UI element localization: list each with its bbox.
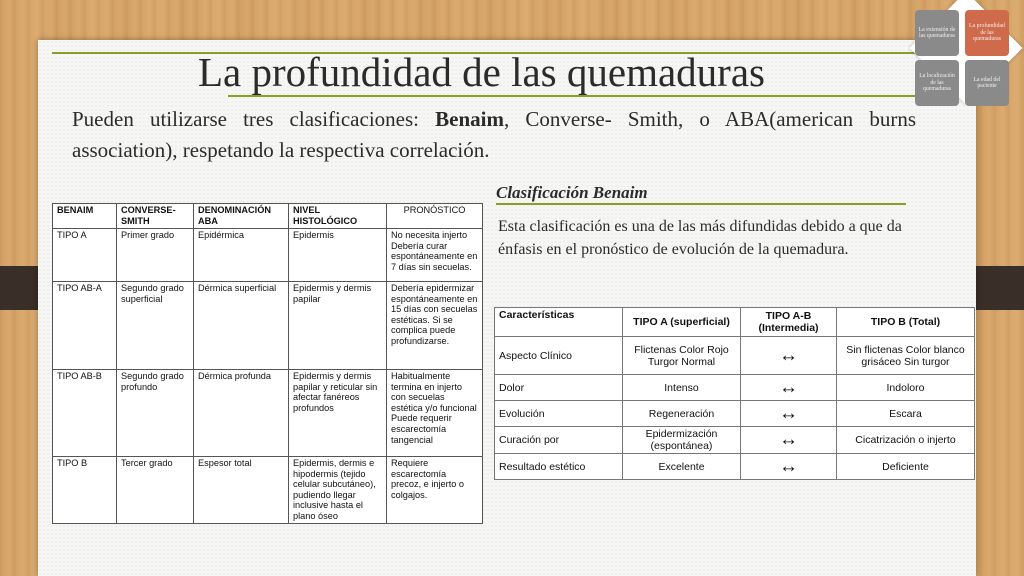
table-cell: Epidermis y dermis papilar y reticular sin afectar fanéreos profundos [289,370,387,457]
table-cell: Epidérmica [194,229,289,282]
table-cell: Aspecto Clínico [495,337,623,375]
table-cell: Resultado estético [495,454,623,480]
table-cell: Flictenas Color Rojo Turgor Normal [623,337,741,375]
table-cell: Cicatrización o injerto [837,427,975,454]
bidirectional-arrow-icon: ↔ [741,375,837,401]
classification-table [52,203,483,524]
intro-paragraph [72,104,916,166]
table-cell: Segundo grado profundo [117,370,194,457]
table-row [495,375,975,401]
table-cell: Dolor [495,375,623,401]
header-cell: BENAIM [53,204,117,229]
header-cell: NIVEL HISTOLÓGICO [289,204,387,229]
header-cell: TIPO B (Total) [837,308,975,337]
table-cell: Epidermis y dermis papilar [289,282,387,370]
bidirectional-arrow-icon: ↔ [741,401,837,427]
bidirectional-arrow-icon: ↔ [741,427,837,454]
characteristics-table [494,307,975,480]
header-cell: TIPO A-B (Intermedia) [741,308,837,337]
table-row [53,457,483,524]
header-cell: Características [495,308,623,337]
nav-tile-extension[interactable]: La extensión de las quemaduras [915,10,959,56]
table-cell: Dérmica superficial [194,282,289,370]
bidirectional-arrow-icon: ↔ [741,337,837,375]
nav-tile-depth[interactable]: La profundidad de las quemaduras [965,10,1009,56]
table-cell: Epidermis, dermis e hipodermis (tejido celular subcutáneo), pudiendo llegar inclusive hasta el plano óseo [289,457,387,524]
intro-bold-benaim: Benaim [435,107,504,131]
table-cell: Epidermis [289,229,387,282]
table-cell: Epidermización (espontánea) [623,427,741,454]
benaim-description: Esta clasificación es una de las más difundidas debido a que da énfasis en el pronóstico de evolución de la quemadura. [498,218,902,258]
table-cell: No necesita injerto Debería curar espontáneamente en 7 días sin secuelas. [387,229,483,282]
header-cell: PRONÓSTICO [387,204,483,229]
benaim-rule [496,203,906,205]
table-cell: Excelente [623,454,741,480]
header-cell: DENOMINACIÓN ABA [194,204,289,229]
table-row [53,229,483,282]
table-header-row [495,308,975,337]
table-cell: Dérmica profunda [194,370,289,457]
table-cell: Indoloro [837,375,975,401]
table-row [495,401,975,427]
table-cell: Intenso [623,375,741,401]
table-cell: Escara [837,401,975,427]
table-row [53,370,483,457]
table-cell: TIPO AB-B [53,370,117,457]
table-header-row [53,204,483,229]
table-cell: Evolución [495,401,623,427]
slide-title: La profundidad de las quemaduras [198,49,765,95]
table-row [495,427,975,454]
slide-panel [38,40,976,576]
table-cell: Habitualmente termina en injerto con secuelas estética y/o funcional Puede requerir escarectomía tangencial [387,370,483,457]
table-cell: Requiere escarectomía precoz, e injerto o colgajos. [387,457,483,524]
table-cell: Curación por [495,427,623,454]
table-cell: TIPO B [53,457,117,524]
table-cell: Espesor total [194,457,289,524]
benaim-heading: Clasificación Benaim [496,183,648,202]
table-cell: Debería epidermizar espontáneamente en 15 días con secuelas estéticas. Si se complica puede profundizarse. [387,282,483,370]
table-row [495,337,975,375]
table-cell: Segundo grado superficial [117,282,194,370]
section-navigation [908,0,1024,116]
table-cell: Deficiente [837,454,975,480]
bidirectional-arrow-icon: ↔ [741,454,837,480]
table-cell: Tercer grado [117,457,194,524]
table-cell: TIPO A [53,229,117,282]
intro-text-2: , Converse- Smith, o ABA(american burns association), respetando la respectiva correlación. [72,107,916,162]
table-row [53,282,483,370]
table-cell: Regeneración [623,401,741,427]
nav-tile-patient-age[interactable]: La edad del paciente [965,60,1009,106]
header-cell: CONVERSE-SMITH [117,204,194,229]
nav-tile-location[interactable]: La localización de las quemaduras [915,60,959,106]
title-rule [228,95,918,97]
table-cell: Sin flictenas Color blanco grisáceo Sin turgor [837,337,975,375]
intro-text-1: Pueden utilizarse tres clasificaciones: [72,107,436,131]
table-cell: Primer grado [117,229,194,282]
table-cell: TIPO AB-A [53,282,117,370]
table-row [495,454,975,480]
header-cell: TIPO A (superficial) [623,308,741,337]
